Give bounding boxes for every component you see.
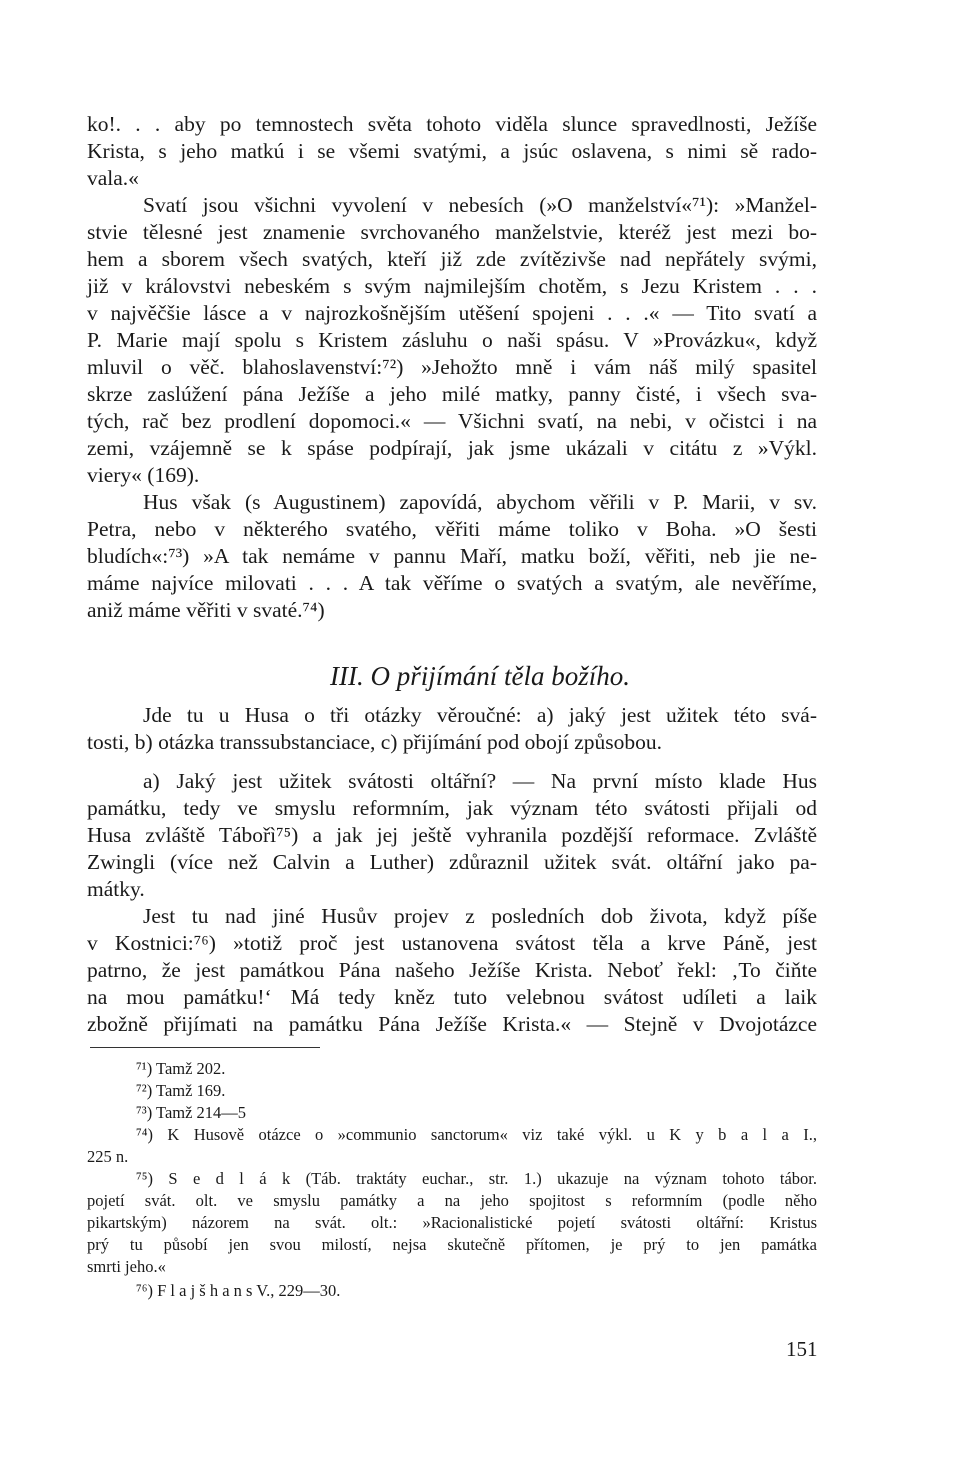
footnote-line: ⁷¹) Tamž 202. <box>136 1059 226 1078</box>
footnote-line: pojetí svát. olt. ve smyslu památky a na jeho spojitost s reformním (podle něho <box>87 1191 817 1210</box>
body-line: aniž máme věřiti v svaté.⁷⁴) <box>87 598 325 622</box>
section-line: na mou památku!‘ Má tedy kněz tuto velebnou svátost udíleti a laik <box>87 985 817 1009</box>
section-line: tosti, b) otázka transsubstanciace, c) přijímání pod obojí způsobou. <box>87 730 662 754</box>
footnote-divider <box>90 1047 320 1048</box>
body-line: Petra, nebo v některého svatého, věřiti máme toliko v Boha. »O šesti <box>87 517 817 541</box>
body-line: již v královstvi nebeském s svým najmilejším chotěm, s Jezu Kristem . . . <box>87 274 817 298</box>
footnote-line: smrti jeho.« <box>87 1257 166 1276</box>
body-line: v najvěčšie lásce a v najrozkošnějším utěšení spojeni . . .« — Tito svatí a <box>87 301 817 325</box>
footnote-line: ⁷⁵) S e d l á k (Táb. traktáty euchar., str. 1.) ukazuje na význam tohoto tábor. <box>136 1169 817 1188</box>
body-line: Svatí jsou všichni vyvolení v nebesích (»O manželství«⁷¹): »Manžel- <box>143 193 817 217</box>
body-line: hem a sborem všech svatých, kteří již zde zvítězivše nad nepřátely svými, <box>87 247 817 271</box>
footnote-line: 225 n. <box>87 1147 129 1166</box>
body-line: tých, rač bez prodlení dopomoci.« — Všichni svatí, na nebi, v očistci i na <box>87 409 817 433</box>
footnote-line: ⁷⁶) F l a j š h a n s V., 229—30. <box>136 1281 341 1300</box>
body-line: skrze zaslúžení pána Ježíše a jeho milé matky, panny čisté, i všech sva- <box>87 382 817 406</box>
body-line: zemi, vzájemně se k spáse podpírají, jak jsme ukázali v citátu z »Výkl. <box>87 436 817 460</box>
section-heading: III. O přijímání těla božího. <box>330 661 630 691</box>
footnote-line: prý tu působí jen svou milostí, nejsa skutečně přítomen, je prý to jen památka <box>87 1235 817 1254</box>
body-line: P. Marie mají spolu s Kristem zásluhu o naši spásu. V »Provázku«, když <box>87 328 817 352</box>
section-line: zbožně přijímati na památku Pána Ježíše Krista.« — Stejně v Dvojotázce <box>87 1012 817 1036</box>
body-line: vala.« <box>87 166 139 190</box>
body-line: bludích«:⁷³) »A tak nemáme v pannu Maří, matku boží, věřiti, neb jie ne- <box>87 544 817 568</box>
body-line: Krista, s jeho matkú i se všemi svatými, a jsúc oslavena, s nimi sě rado- <box>87 139 817 163</box>
body-line: ko!. . . aby po temnostech světa tohoto viděla slunce spravedlnosti, Ježíše <box>87 112 817 136</box>
section-line: patrno, že jest památkou Pána našeho Ježíše Krista. Neboť řekl: ‚To čiňte <box>87 958 817 982</box>
body-line: stvie tělesné jest znamenie svrchovaného manželstvie, kteréž jest mezi bo- <box>87 220 817 244</box>
page-number: 151 <box>786 1337 818 1361</box>
footnote-line: ⁷⁴) K Husově otázce o »communio sanctorum« viz také výkl. u K y b a l a I., <box>136 1125 817 1144</box>
section-line: Jde tu u Husa o tři otázky věroučné: a) jaký jest užitek této svá- <box>143 703 817 727</box>
section-line: památku, tedy ve smyslu reformním, jak význam této svátosti přijali od <box>87 796 817 820</box>
section-line: Husa zvláště Tábořì⁷⁵) a jak jej ještě vyhranila pozdější reformace. Zvláště <box>87 823 817 847</box>
footnote-line: pikartským) názorem na svát. olt.: »Racionalistické pojetí svátosti oltářní: Kristus <box>87 1213 817 1232</box>
body-line: Hus však (s Augustinem) zapovídá, abychom věřili v P. Marii, v sv. <box>143 490 817 514</box>
footnote-line: ⁷²) Tamž 169. <box>136 1081 226 1100</box>
footnote-line: ⁷³) Tamž 214—5 <box>136 1103 247 1122</box>
section-line: a) Jaký jest užitek svátosti oltářní? — Na první místo klade Hus <box>143 769 817 793</box>
section-line: mátky. <box>87 877 145 901</box>
body-line: máme najvíce milovati . . . A tak věříme o svatých a svatým, ale nevěříme, <box>87 571 817 595</box>
section-line: Zwingli (více než Calvin a Luther) zdůraznil užitek svát. oltářní jako pa- <box>87 850 817 874</box>
section-line: v Kostnici:⁷⁶) »totiž proč jest ustanovena svátost těla a krve Páně, jest <box>87 931 817 955</box>
body-line: viery« (169). <box>87 463 200 487</box>
body-line: mluvil o věč. blahoslavenství:⁷²) »Jehožto mně i vám náš milý spasitel <box>87 355 817 379</box>
section-line: Jest tu nad jiné Husův projev z posledních dob života, když píše <box>143 904 817 928</box>
